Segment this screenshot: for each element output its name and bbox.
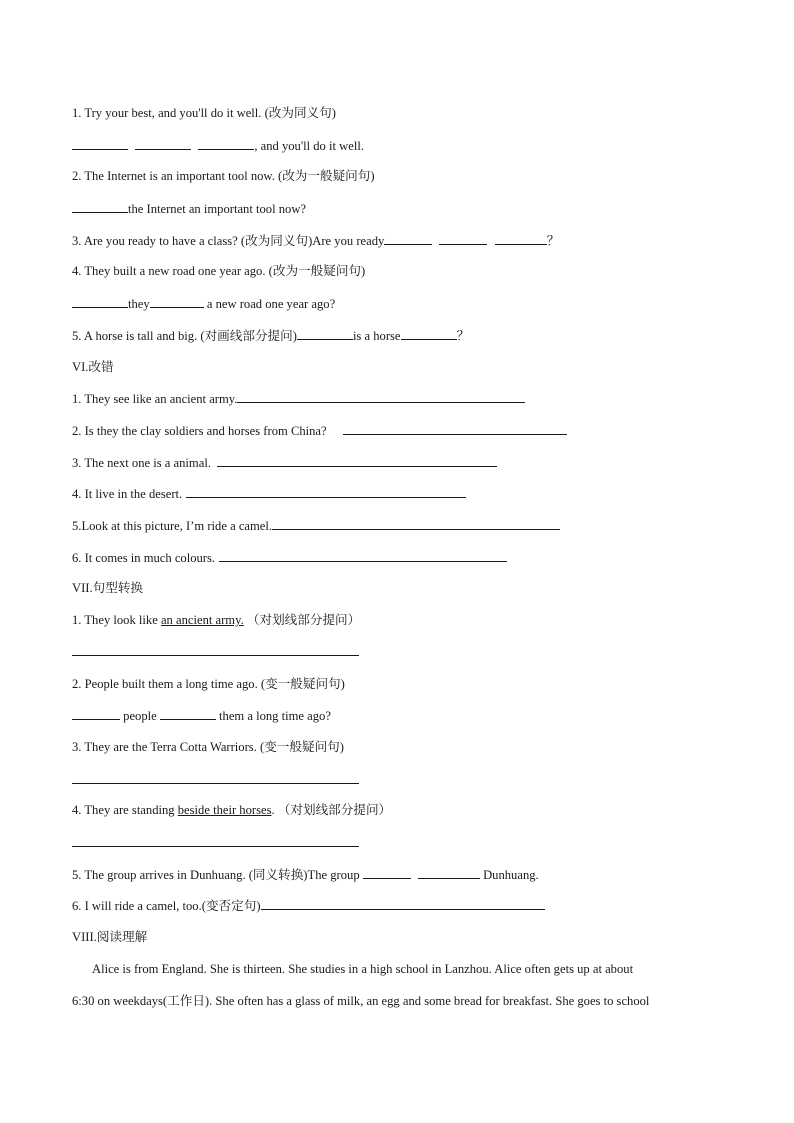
answer-blank[interactable]: [198, 137, 254, 150]
sec5-q2-answer: the Internet an important tool now?: [72, 200, 306, 217]
answer-blank[interactable]: [135, 137, 191, 150]
sec6-item: 6. It comes in much colours.: [72, 549, 507, 566]
answer-blank[interactable]: [363, 866, 411, 879]
sec7-q6: 6. I will ride a camel, too.(变否定句): [72, 897, 545, 914]
answer-blank[interactable]: [272, 517, 560, 530]
answer-blank[interactable]: [343, 422, 567, 435]
sec7-q5: 5. The group arrives in Dunhuang. (同义转换)The group Dunhuang.: [72, 868, 539, 882]
answer-blank[interactable]: [150, 295, 204, 308]
sec5-q1: 1. Try your best, and you'll do it well. (改为同义句): [72, 106, 336, 120]
answer-blank[interactable]: [72, 200, 128, 213]
sec7-q1: 1. They look like an ancient army. （对划线部分提问）: [72, 613, 361, 627]
reading-passage-line: Alice is from England. She is thirteen. She studies in a high school in Lanzhou. Alice often gets up at about: [92, 962, 634, 976]
answer-blank[interactable]: [297, 327, 353, 340]
answer-blank[interactable]: [72, 643, 359, 656]
sec5-q1-answer: , and you'll do it well.: [72, 137, 364, 154]
answer-blank[interactable]: [495, 232, 547, 245]
sec6-item: 3. The next one is a animal.: [72, 454, 497, 471]
sec7-q2-answer: people them a long time ago?: [72, 707, 331, 724]
answer-blank[interactable]: [72, 771, 359, 784]
sec6-item: 1. They see like an ancient army.: [72, 390, 525, 407]
section-heading: VIII.阅读理解: [72, 930, 148, 944]
section-heading: VI.改错: [72, 360, 114, 374]
sec5-q2: 2. The Internet is an important tool now. (改为一般疑问句): [72, 169, 375, 183]
section-heading: VII.句型转换: [72, 581, 144, 595]
sec6-item: 5.Look at this picture, I’m ride a camel.: [72, 517, 560, 534]
sec5-q3: 3. Are you ready to have a class? (改为同义句)Are you ready ？: [72, 234, 560, 249]
answer-blank[interactable]: [72, 834, 359, 847]
answer-blank[interactable]: [384, 232, 432, 245]
sec6-item: 2. Is they the clay soldiers and horses from China?: [72, 422, 567, 439]
sec5-q4-answer: they a new road one year ago?: [72, 295, 335, 312]
answer-blank[interactable]: [72, 707, 120, 720]
answer-blank[interactable]: [72, 295, 128, 308]
answer-blank[interactable]: [439, 232, 487, 245]
answer-blank[interactable]: [217, 454, 497, 467]
answer-blank[interactable]: [418, 866, 480, 879]
sec7-q3-answer: [72, 771, 359, 788]
reading-passage-line: 6:30 on weekdays(工作日). She often has a glass of milk, an egg and some bread for breakfast. She goes to school: [72, 994, 650, 1008]
sec7-q2: 2. People built them a long time ago. (变一般疑问句): [72, 677, 345, 691]
answer-blank[interactable]: [261, 897, 545, 910]
answer-blank[interactable]: [237, 390, 525, 403]
answer-blank[interactable]: [186, 485, 466, 498]
answer-blank[interactable]: [160, 707, 216, 720]
answer-blank[interactable]: [219, 549, 507, 562]
answer-blank[interactable]: [401, 327, 457, 340]
answer-blank[interactable]: [72, 137, 128, 150]
sec7-q3: 3. They are the Terra Cotta Warriors. (变一般疑问句): [72, 740, 344, 754]
sec6-item: 4. It live in the desert.: [72, 485, 466, 502]
sec7-q4: 4. They are standing beside their horses. （对划线部分提问）: [72, 803, 392, 817]
sec7-q4-answer: [72, 834, 359, 851]
sec5-q5: 5. A horse is tall and big. (对画线部分提问) is a horse ？: [72, 329, 470, 344]
sec5-q4: 4. They built a new road one year ago. (改为一般疑问句): [72, 264, 366, 278]
sec7-q1-answer: [72, 643, 359, 660]
